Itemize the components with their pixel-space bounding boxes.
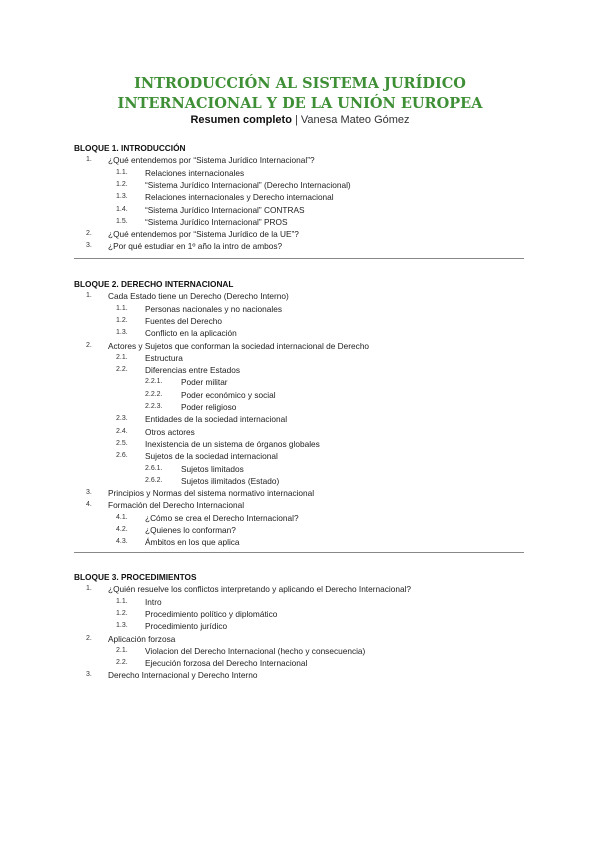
outline-item: ¿Por qué estudiar en 1º año la intro de ambos? xyxy=(108,241,283,252)
outline-number: 4.3. xyxy=(116,538,128,546)
outline-number: 2.3. xyxy=(116,415,128,423)
outline-number: 1. xyxy=(86,292,92,300)
outline-item: “Sistema Jurídico Internacional” (Derecho Internacional) xyxy=(145,179,351,190)
outline-item: Poder económico y social xyxy=(181,389,276,400)
outline-number: 1. xyxy=(86,156,92,164)
outline-number: 1.1. xyxy=(116,597,128,605)
outline-number: 2.1. xyxy=(116,353,128,361)
outline-number: 1.4. xyxy=(116,205,128,213)
outline-number: 4.1. xyxy=(116,513,128,521)
outline-item: Diferencias entre Estados xyxy=(145,365,241,376)
subtitle-author: | Vanesa Mateo Gómez xyxy=(291,114,410,126)
outline-number: 1.3. xyxy=(116,329,128,337)
subtitle-bold: Resumen completo xyxy=(190,114,292,126)
document-subtitle xyxy=(0,113,600,127)
outline-item: Poder militar xyxy=(181,377,228,388)
outline-number: 2.5. xyxy=(116,439,128,447)
outline-number: 2. xyxy=(86,341,92,349)
outline-item: Principios y Normas del sistema normativo internacional xyxy=(108,488,315,499)
outline-number: 1.2. xyxy=(116,180,128,188)
outline-number: 3. xyxy=(86,242,92,250)
outline-item: Sujetos limitados xyxy=(181,463,244,474)
outline-number: 2.2.1. xyxy=(145,378,163,386)
outline-item: Conflicto en la aplicación xyxy=(145,328,237,339)
outline-item: Otros actores xyxy=(145,426,195,437)
outline-item: Fuentes del Derecho xyxy=(145,315,223,326)
outline-item: Procedimiento político y diplomático xyxy=(145,608,278,619)
outline-item: Actores y Sujetos que conforman la sociedad internacional de Derecho xyxy=(108,340,370,351)
outline-item: Cada Estado tiene un Derecho (Derecho Interno) xyxy=(108,291,289,302)
outline-item: Aplicación forzosa xyxy=(108,633,176,644)
outline-number: 3. xyxy=(86,671,92,679)
outline-number: 1.1. xyxy=(116,304,128,312)
outline-number: 2.6.1. xyxy=(145,464,163,472)
outline-item: Ejecución forzosa del Derecho Internacional xyxy=(145,658,308,669)
outline-item: ¿Quienes lo conforman? xyxy=(145,525,236,535)
outline-number: 2. xyxy=(86,230,92,238)
outline-number: 2.2.3. xyxy=(145,403,163,410)
outline-number: 2.2.2. xyxy=(145,390,163,398)
document-title-line1: INTRODUCCIÓN AL SISTEMA JURÍDICO xyxy=(134,75,466,92)
outline-number: 2.6.2. xyxy=(145,476,163,484)
outline-number: 1.1. xyxy=(116,168,128,176)
outline-number: 2.6. xyxy=(116,452,128,460)
document-title-line2: INTERNACIONAL Y DE LA UNIÓN EUROPEA xyxy=(117,95,483,112)
outline-item: ¿Cómo se crea el Derecho Internacional? xyxy=(145,512,299,523)
outline-item: Personas nacionales y no nacionales xyxy=(145,303,282,314)
outline-number: 2.4. xyxy=(116,427,128,435)
outline-number: 1. xyxy=(86,585,92,593)
outline-number: 2.1. xyxy=(116,646,128,654)
outline-item: ¿Quién resuelve los conflictos interpretando y aplicando el Derecho Internacional? xyxy=(108,584,412,595)
outline-item: Poder religioso xyxy=(181,402,237,412)
outline-number: 2.2. xyxy=(116,659,128,667)
outline-item: “Sistema Jurídico Internacional” CONTRAS xyxy=(145,204,305,215)
block-heading: BLOQUE 2. DERECHO INTERNACIONAL xyxy=(74,279,234,289)
block-heading: BLOQUE 3. PROCEDIMIENTOS xyxy=(74,572,197,582)
outline-item: Sujetos ilimitados (Estado) xyxy=(181,475,280,486)
section-divider xyxy=(74,552,524,553)
outline-number: 1.2. xyxy=(116,316,128,324)
outline-item: “Sistema Jurídico Internacional” PROS xyxy=(145,216,288,227)
outline-item: Ámbitos en los que aplica xyxy=(145,537,240,548)
outline-item: Inexistencia de un sistema de órganos globales xyxy=(145,438,320,449)
outline-item: Formación del Derecho Internacional xyxy=(108,500,245,511)
outline-item: Relaciones internacionales xyxy=(145,167,245,178)
outline-item: Procedimiento jurídico xyxy=(145,621,228,632)
outline-number: 1.3. xyxy=(116,622,128,630)
outline-item: Sujetos de la sociedad internacional xyxy=(145,451,278,462)
outline-item: Entidades de la sociedad internacional xyxy=(145,414,288,425)
outline-item: ¿Qué entendemos por “Sistema Jurídico Internacional”? xyxy=(108,155,315,166)
outline-number: 3. xyxy=(86,489,92,497)
outline-number: 4. xyxy=(86,501,92,509)
outline-number: 2. xyxy=(86,634,92,642)
outline-item: Violacion del Derecho Internacional (hecho y consecuencia) xyxy=(145,645,366,656)
outline-item: Intro xyxy=(145,596,162,607)
outline-number: 1.3. xyxy=(116,193,128,201)
outline-number: 4.2. xyxy=(116,526,128,533)
outline-item: Relaciones internacionales y Derecho internacional xyxy=(145,192,334,203)
outline-item: Estructura xyxy=(145,352,183,363)
outline-item: Derecho Internacional y Derecho Interno xyxy=(108,670,258,681)
outline-number: 1.2. xyxy=(116,609,128,617)
outline-number: 1.5. xyxy=(116,217,128,225)
outline-number: 2.2. xyxy=(116,366,128,374)
section-divider xyxy=(74,258,524,259)
block-heading: BLOQUE 1. INTRODUCCIÓN xyxy=(74,143,186,153)
outline-item: ¿Qué entendemos por “Sistema Jurídico de la UE”? xyxy=(108,229,299,240)
